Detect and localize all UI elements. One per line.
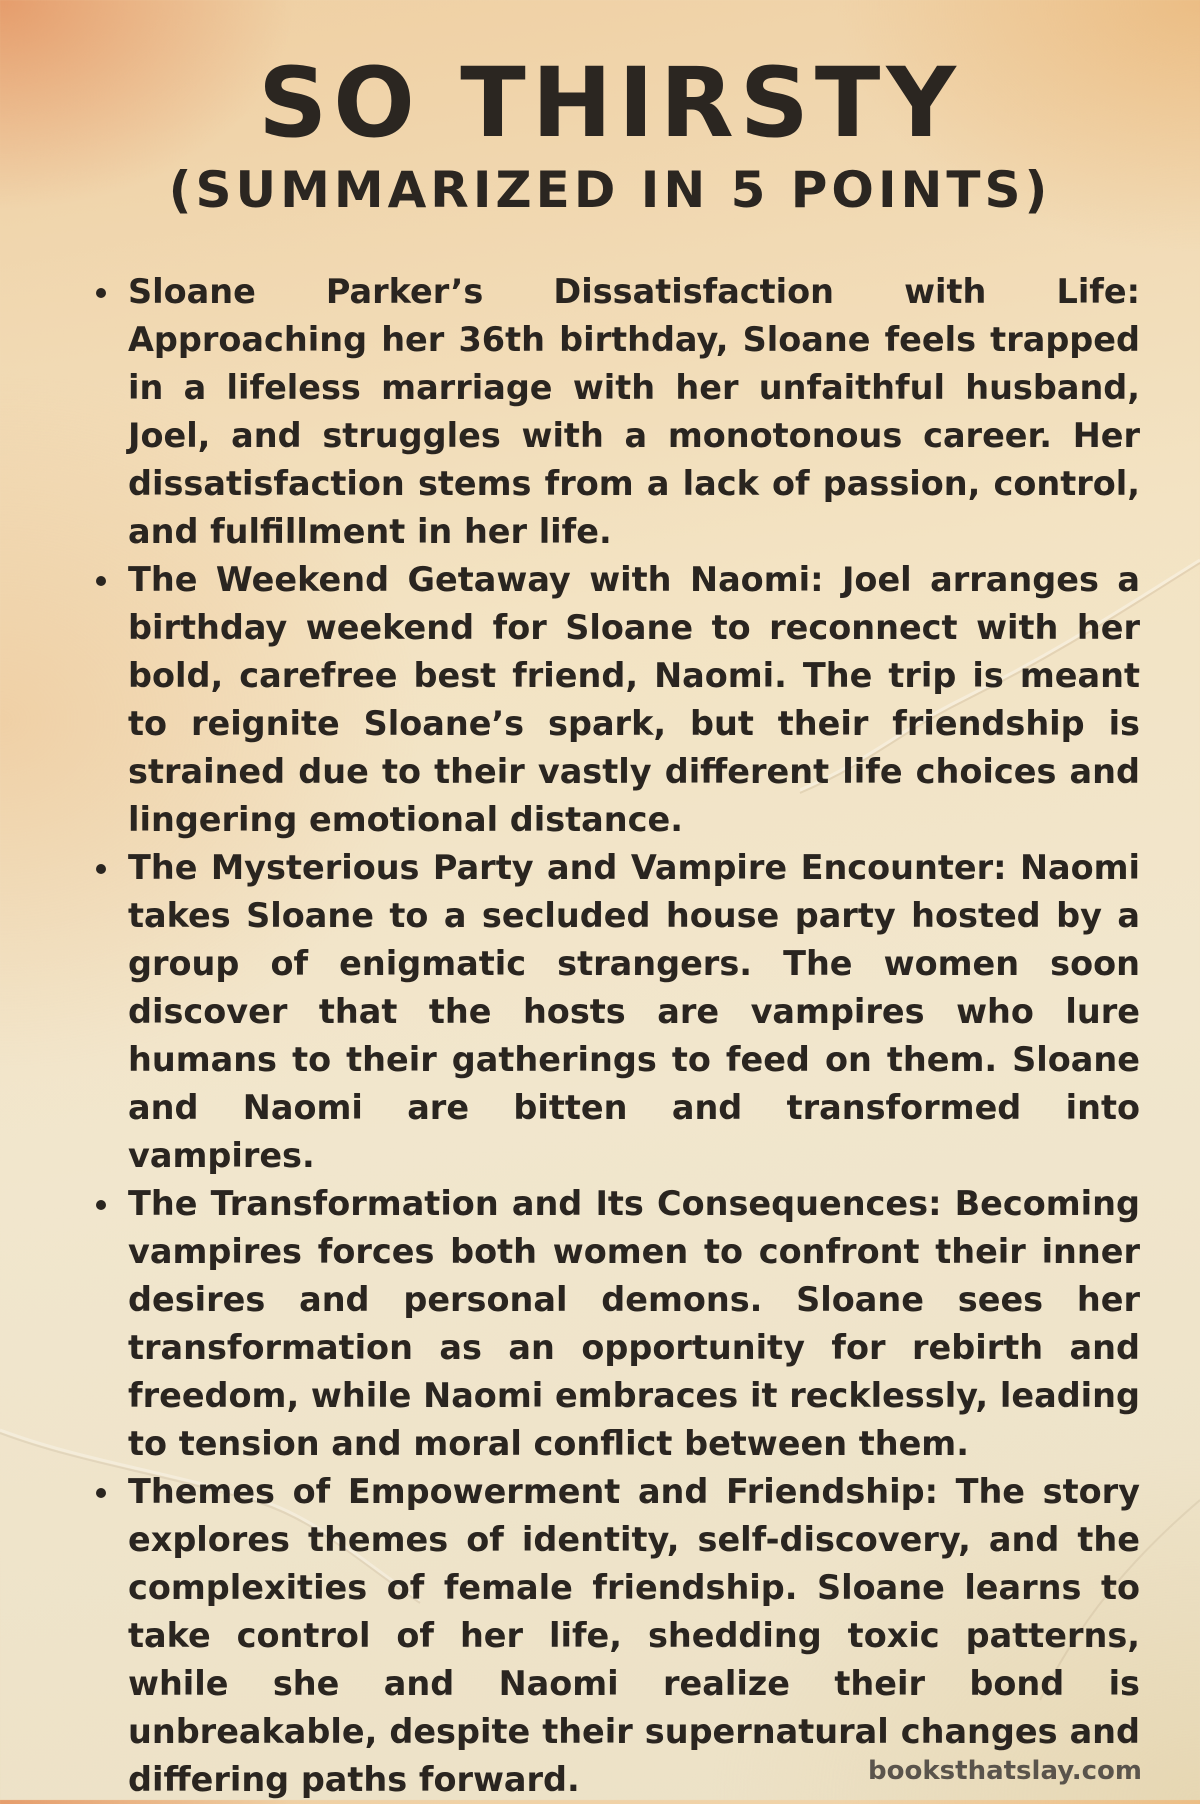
summary-point-text: The Mysterious Party and Vampire Encounter: Naomi takes Sloane to a secluded house party hosted by a group of enigmatic strangers. The women soon discover that the hosts are vampires who lure humans to their gatherings to feed on them. Sloane and Naomi are bitten and transformed into vampires.: [128, 848, 1140, 1175]
bullet-icon: [96, 1200, 106, 1210]
page-title: SO THIRSTY: [258, 47, 962, 159]
summary-point-4: [90, 1180, 1140, 1468]
summary-point-2: [90, 556, 1140, 844]
site-watermark: booksthatslay.com: [868, 1756, 1142, 1786]
summary-list: [90, 268, 1140, 1804]
bullet-icon: [96, 288, 106, 298]
summary-point-text: The Weekend Getaway with Naomi: Joel arranges a birthday weekend for Sloane to reconnect with her bold, carefree best friend, Naomi. The trip is meant to reignite Sloane’s spark, but their friendship is strained due to their vastly different life choices and lingering emotional distance.: [128, 560, 1140, 839]
summary-point-text: The Transformation and Its Consequences: Becoming vampires forces both women to confront their inner desires and personal demons. Sloane sees her transformation as an opportunity for rebirth and freedom, while Naomi embraces it recklessly, leading to tension and moral conflict between them.: [128, 1184, 1140, 1463]
bullet-icon: [96, 576, 106, 586]
summary-point-1: [90, 268, 1140, 556]
header: [0, 48, 1200, 220]
summary-point-3: [90, 844, 1140, 1180]
page-subtitle: (SUMMARIZED IN 5 POINTS): [168, 161, 1052, 219]
summary-point-5: [90, 1468, 1140, 1804]
summary-point-text: Themes of Empowerment and Friendship: The story explores themes of identity, self-discovery, and the complexities of female friendship. Sloane learns to take control of her life, shedding toxic patterns, while she and Naomi realize their bond is unbreakable, despite their supernatural changes and differing paths forward.: [128, 1472, 1140, 1799]
bullet-icon: [96, 864, 106, 874]
summary-point-text: Sloane Parker’s Dissatisfaction with Life: Approaching her 36th birthday, Sloane feels trapped in a lifeless marriage with her unfaithful husband, Joel, and struggles with a monotonous career. Her dissatisfaction stems from a lack of passion, control, and fulfillment in her life.: [128, 272, 1140, 551]
bullet-icon: [96, 1488, 106, 1498]
